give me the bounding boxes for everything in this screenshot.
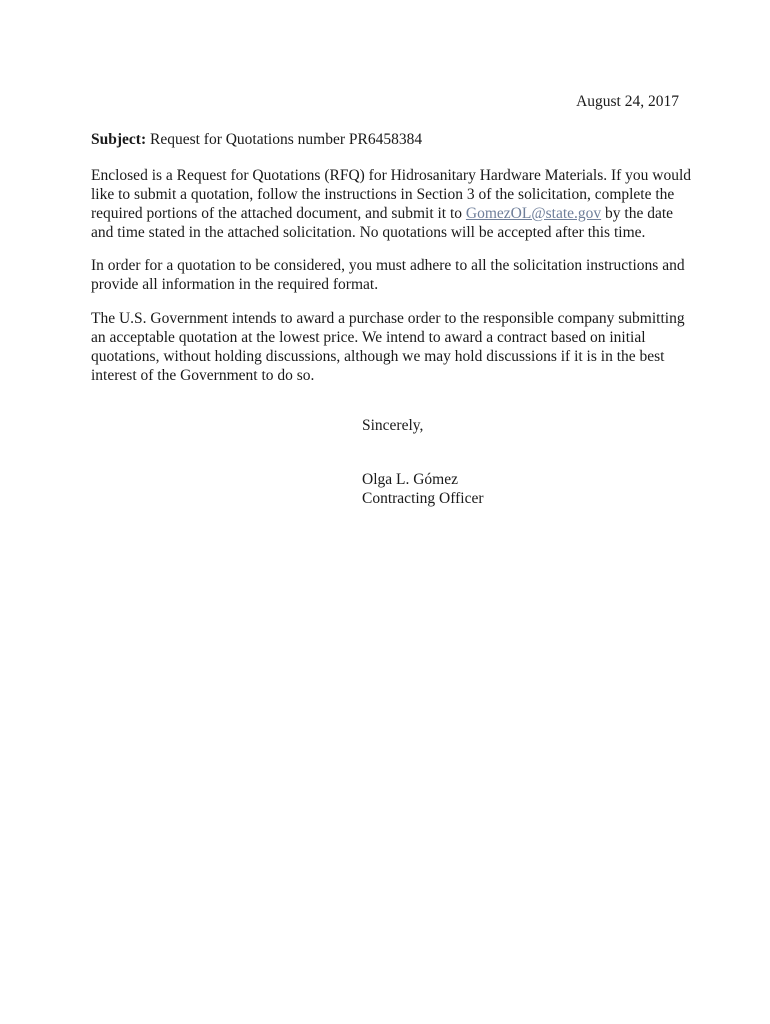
signer-name: Olga L. Gómez: [362, 471, 458, 488]
paragraph-text: required portions of the attached document, and submit it to: [91, 205, 466, 222]
paragraph-line: Enclosed is a Request for Quotations (RFQ) for Hidrosanitary Hardware Materials. If you would: [91, 167, 692, 184]
paragraph-line: provide all information in the required format.: [91, 276, 379, 293]
paragraph-line: like to submit a quotation, follow the instructions in Section 3 of the solicitation, complete the: [91, 186, 675, 203]
subject-line: [91, 130, 422, 149]
paragraph-rfq-enclosed: [91, 166, 692, 242]
paragraph-line: and time stated in the attached solicitation. No quotations will be accepted after this time.: [91, 224, 646, 241]
paragraph-line: quotations, without holding discussions, although we may hold discussions if it is in the best: [91, 348, 665, 365]
paragraph-line: an acceptable quotation at the lowest price. We intend to award a contract based on initial: [91, 329, 646, 346]
signature-block: [362, 470, 484, 508]
email-link[interactable]: GomezOL@state.gov: [465, 205, 602, 222]
paragraph-line: In order for a quotation to be considered, you must adhere to all the solicitation instructions and: [91, 257, 685, 274]
paragraph-line-with-email: [91, 204, 686, 223]
paragraph-line: interest of the Government to do so.: [91, 367, 315, 384]
paragraph-instructions: [91, 256, 686, 294]
paragraph-text: by the date: [601, 205, 674, 222]
subject-label: Subject:: [91, 131, 147, 148]
signer-title: Contracting Officer: [362, 490, 484, 507]
subject-text: Request for Quotations number PR6458384: [146, 131, 423, 148]
letter-date: August 24, 2017: [576, 93, 679, 110]
paragraph-award: [91, 309, 686, 385]
closing-salutation: Sincerely,: [362, 417, 424, 434]
paragraph-line: The U.S. Government intends to award a purchase order to the responsible company submitting: [91, 310, 685, 327]
